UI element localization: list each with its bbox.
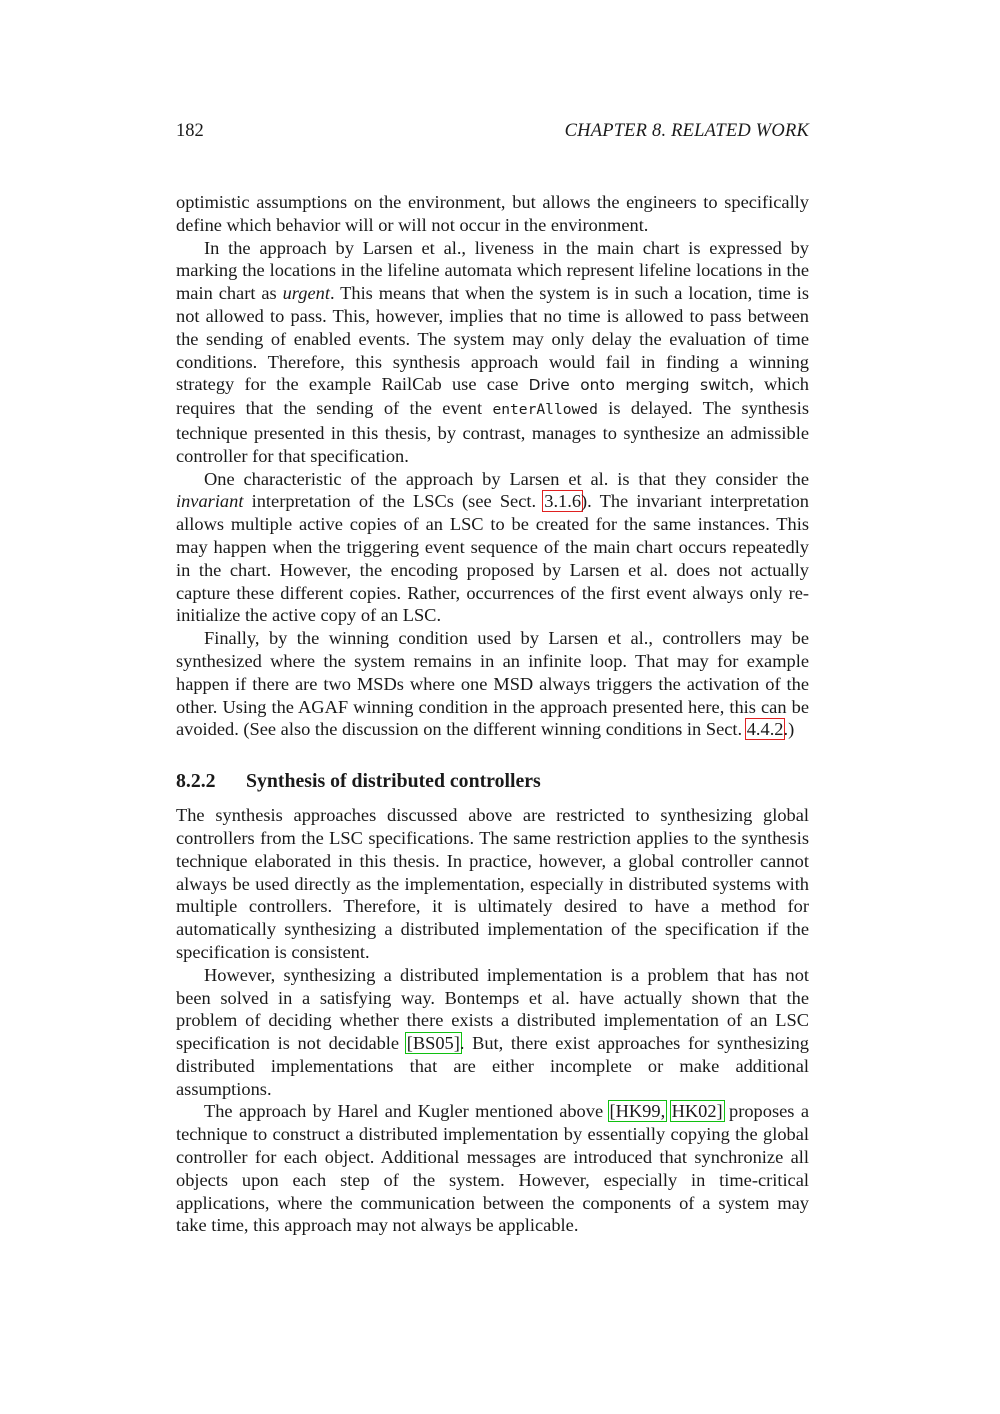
citation-link[interactable]: [BS05] xyxy=(406,1033,460,1054)
paragraph-3: One characteristic of the approach by Larsen et al. is that they consider the invariant interpretation of the LSCs (see Sect. 3.1.6). The invariant interpretation allows multiple active copies of an LSC to be created for the same instances. This may happen when the triggering event sequence of the main chart occurs repeatedly in the chart. However, the encoding proposed by Larsen et al. does not actually capture these different copies. Rather, occurrences of the first event always only re-initialize the active copy of an LSC. xyxy=(176,468,809,626)
urgent-term: urgent xyxy=(282,283,330,304)
citation-link[interactable]: [HK99, xyxy=(609,1101,666,1122)
paragraph-1: optimistic assumptions on the environment, but allows the engineers to specifically define which behavior will or will not occur in the environment. xyxy=(176,192,809,235)
page-number: 182 xyxy=(176,121,204,141)
section-paragraph-1: The synthesis approaches discussed above are restricted to synthesizing global controllers from the LSC specifications. The same restriction applies to the synthesis technique elaborated in this thesis. In practice, however, a global controller cannot always be used directly as the implementation, especially in distributed systems with multiple controllers. Therefore, it is ultimately desired to have a method for automatically synthesizing a distributed implementation of the specification if the specification is consistent. xyxy=(176,805,809,962)
paragraph-4: Finally, by the winning condition used by Larsen et al., controllers may be synthesized where the system remains in an infinite loop. That may for example happen if there are two MSDs where one MSD always triggers the activation of the other. Using the AGAF winning condition in the approach presented here, this can be avoided. (See also the discussion on the different winning conditions in Sect. 4.4.2.) xyxy=(176,628,809,740)
body-text xyxy=(176,191,809,1237)
section-ref-link[interactable]: 3.1.6 xyxy=(544,491,582,512)
section-paragraph-3: The approach by Harel and Kugler mentioned above [HK99, HK02] proposes a technique to construct a distributed implementation by essentially copying the global controller for each object. Additional messages are introduced that synchronize all objects upon each step of the system. However, especially in time-critical applications, where the communication between the components of a system may take time, this approach may not always be applicable. xyxy=(176,1101,809,1236)
section-title: Synthesis of distributed controllers xyxy=(246,770,541,793)
use-case-name: Drive onto merging switch xyxy=(528,376,750,395)
event-name: enterAllowed xyxy=(492,401,598,419)
invariant-term: invariant xyxy=(176,491,244,512)
section-heading xyxy=(176,768,809,794)
chapter-title: CHAPTER 8. RELATED WORK xyxy=(564,121,809,141)
section-number: 8.2.2 xyxy=(176,770,216,793)
paragraph-2: In the approach by Larsen et al., liveness in the main chart is expressed by marking the locations in the lifeline automata which represent lifeline locations in the main chart as urgent. This means that when the system is in such a location, time is not allowed to pass. This, however, implies that no time is allowed to pass between the sending of enabled events. The system may only delay the evaluation of time conditions. Therefore, this synthesis approach would fail in finding a winning strategy for the example RailCab use case Drive onto merging switch, which requires that the sending of the event enterAllowed is delayed. The synthesis technique presented in this thesis, by contrast, manages to synthesize an admissible controller for that specification. xyxy=(176,237,810,466)
citation-link[interactable]: HK02] xyxy=(671,1101,723,1122)
section-ref-link[interactable]: 4.4.2 xyxy=(746,719,784,740)
section-paragraph-2: However, synthesizing a distributed implementation is a problem that has not been solved in a satisfying way. Bontemps et al. have actually shown that the problem of deciding whether there exists a distributed implementation of an LSC specification is not decidable [BS05]. But, there exist approaches for synthesizing distributed implementations that are either incomplete or make additional assumptions. xyxy=(176,964,809,1099)
running-header xyxy=(176,121,809,145)
